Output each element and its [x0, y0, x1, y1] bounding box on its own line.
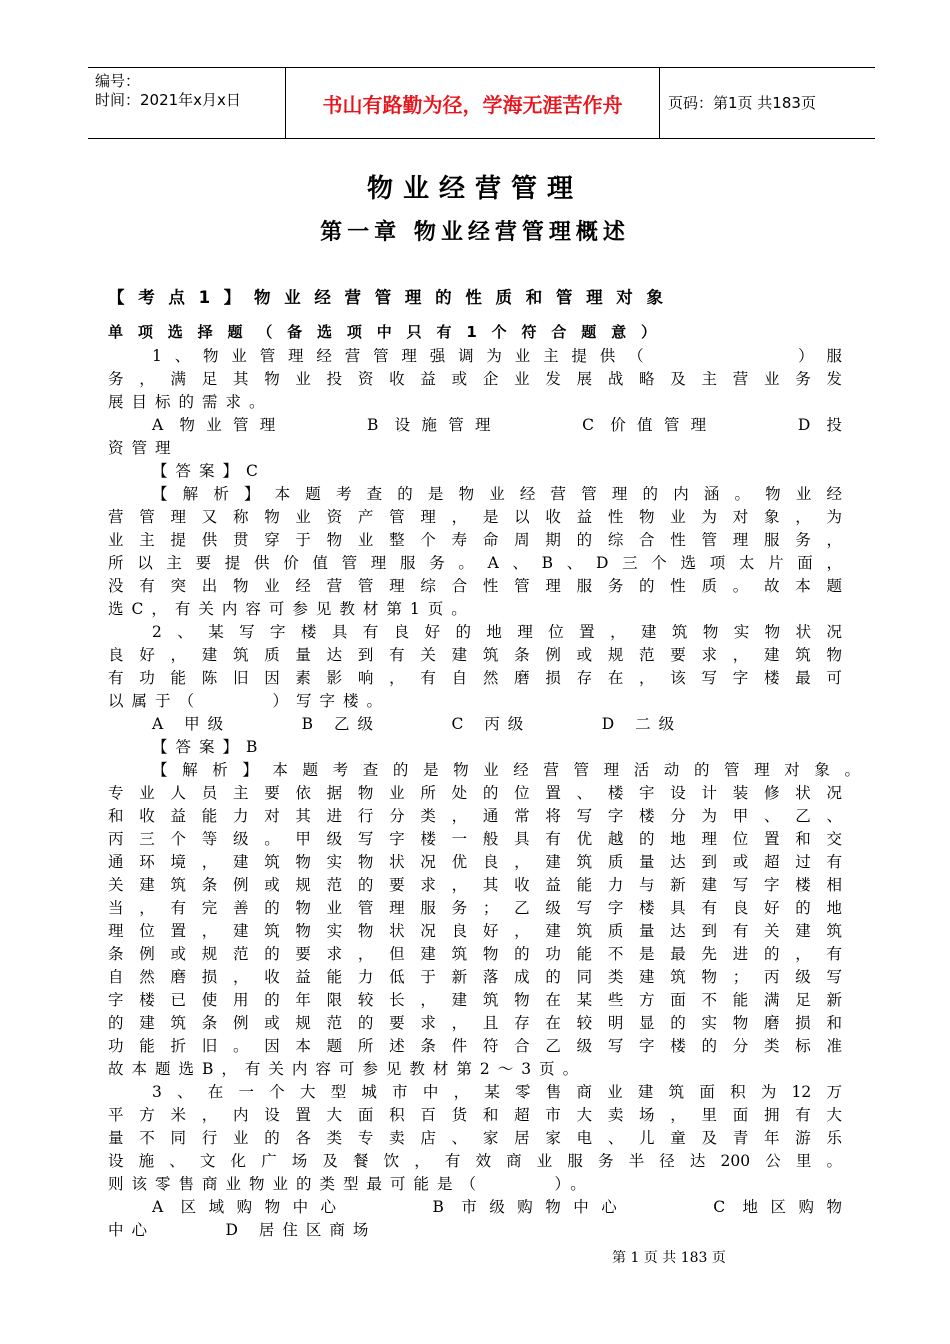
header-meta [95, 72, 241, 110]
text-line: 良好，建筑质量达到有关建筑条例或规范要求，建筑物 [108, 646, 842, 664]
page-header [88, 67, 875, 139]
text-line: 则该零售商业物业的类型最可能是（ ）。 [108, 1175, 594, 1193]
document-title: 物业经营管理 [366, 174, 583, 204]
header-motto: 书山有路勤为径，学海无涯苦作舟 [322, 92, 623, 117]
text-line: 展目标的需求。 [108, 393, 273, 411]
text-line: 关建筑条例或规范的要求，其收益能力与新建写字楼相 [108, 876, 842, 894]
text-line: 以属于（ ）写字楼。 [108, 692, 391, 710]
text-line: 自然磨损，收益能力低于新落成的同类建筑物；丙级写 [108, 968, 842, 986]
answer-line: 【答案】C [152, 462, 266, 480]
text-line: 营管理又称物业资产管理，是以收益性物业为对象，为 [108, 508, 842, 526]
text-line: 选C，有关内容可参见教材第1页。 [108, 600, 475, 618]
text-line: 当，有完善的物业管理服务；乙级写字楼具有良好的地 [108, 899, 842, 917]
text-line: 资管理 [108, 439, 179, 457]
text-line: 专业人员主要依据物业所处的位置、楼宇设计装修状况 [108, 784, 842, 802]
text-line: 3、在一个大型城市中，某零售商业建筑面积为12万 [152, 1083, 842, 1101]
text-line: 【解析】本题考查的是物业经营管理活动的管理对象。 [152, 761, 860, 779]
text-line: A 物业管理 B 设施管理 C 价值管理 D 投 [152, 416, 842, 434]
page-footer: 第 1 页 共 183 页 [612, 1250, 726, 1266]
question-type-heading: 单项选择题（备选项中只有1个符合题意） [108, 323, 656, 341]
header-divider [659, 68, 660, 138]
text-line: A 区域购物中心 B 市级购物中心 C 地区购物 [152, 1198, 842, 1216]
text-line: 【解析】本题考查的是物业经营管理的内涵。物业经 [152, 485, 842, 503]
text-line: 的建筑条例或规范的要求，且存在较明显的实物磨损和 [108, 1014, 842, 1032]
text-line: 功能折旧。因本题所述条件符合乙级写字楼的分类标准 [108, 1037, 842, 1055]
text-line: 和收益能力对其进行分类，通常将写字楼分为甲、乙、 [108, 807, 842, 825]
text-line: 中心 D 居住区商场 [108, 1221, 377, 1239]
text-line: 1、物业管理经营管理强调为业主提供（ ）服 [152, 347, 842, 365]
text-line: 业主提供贯穿于物业整个寿命周期的综合性管理服务， [108, 531, 842, 549]
text-line: 通环境，建筑物实物状况优良，建筑质量达到或超过有 [108, 853, 842, 871]
text-line: 字楼已使用的年限较长，建筑物在某些方面不能满足新 [108, 991, 842, 1009]
text-line: 没有突出物业经营管理综合性管理服务的性质。故本题 [108, 577, 842, 595]
text-line: 平方米，内设置大面积百货和超市大卖场，里面拥有大 [108, 1106, 842, 1124]
number-label: 编号： [95, 72, 141, 90]
page-number-label: 页码：第1页 共183页 [668, 94, 816, 112]
text-line: 故本题选B，有关内容可参见教材第2～3页。 [108, 1060, 587, 1078]
time-label: 时间：2021年x月x日 [95, 91, 241, 109]
text-line: 设施、文化广场及餐饮，有效商业服务半径达200公里。 [108, 1152, 842, 1170]
text-line: 丙三个等级。甲级写字楼一般具有优越的地理位置和交 [108, 830, 842, 848]
text-line: 理位置，建筑物实物状况良好，建筑质量达到有关建筑 [108, 922, 842, 940]
text-line: 所以主要提供价值管理服务。A、B、D三个选项太片面， [108, 554, 842, 572]
text-line: 2、某写字楼具有良好的地理位置，建筑物实物状况 [152, 623, 842, 641]
text-line: 有功能陈旧因素影响，有自然磨损存在，该写字楼最可 [108, 669, 842, 687]
answer-line: 【答案】B [152, 738, 266, 756]
text-line: 量不同行业的各类专卖店、家居家电、儿童及青年游乐 [108, 1129, 842, 1147]
text-line: 务，满足其物业投资收益或企业发展战略及主营业务发 [108, 370, 842, 388]
section-heading: 【考点1】物业经营管理的性质和管理对象 [108, 288, 663, 307]
text-line: A 甲级 B 乙级 C 丙级 D 二级 [152, 715, 683, 733]
text-line: 条例或规范的要求，但建筑物的功能不是最先进的，有 [108, 945, 842, 963]
chapter-title: 第一章 物业经营管理概述 [320, 220, 630, 245]
